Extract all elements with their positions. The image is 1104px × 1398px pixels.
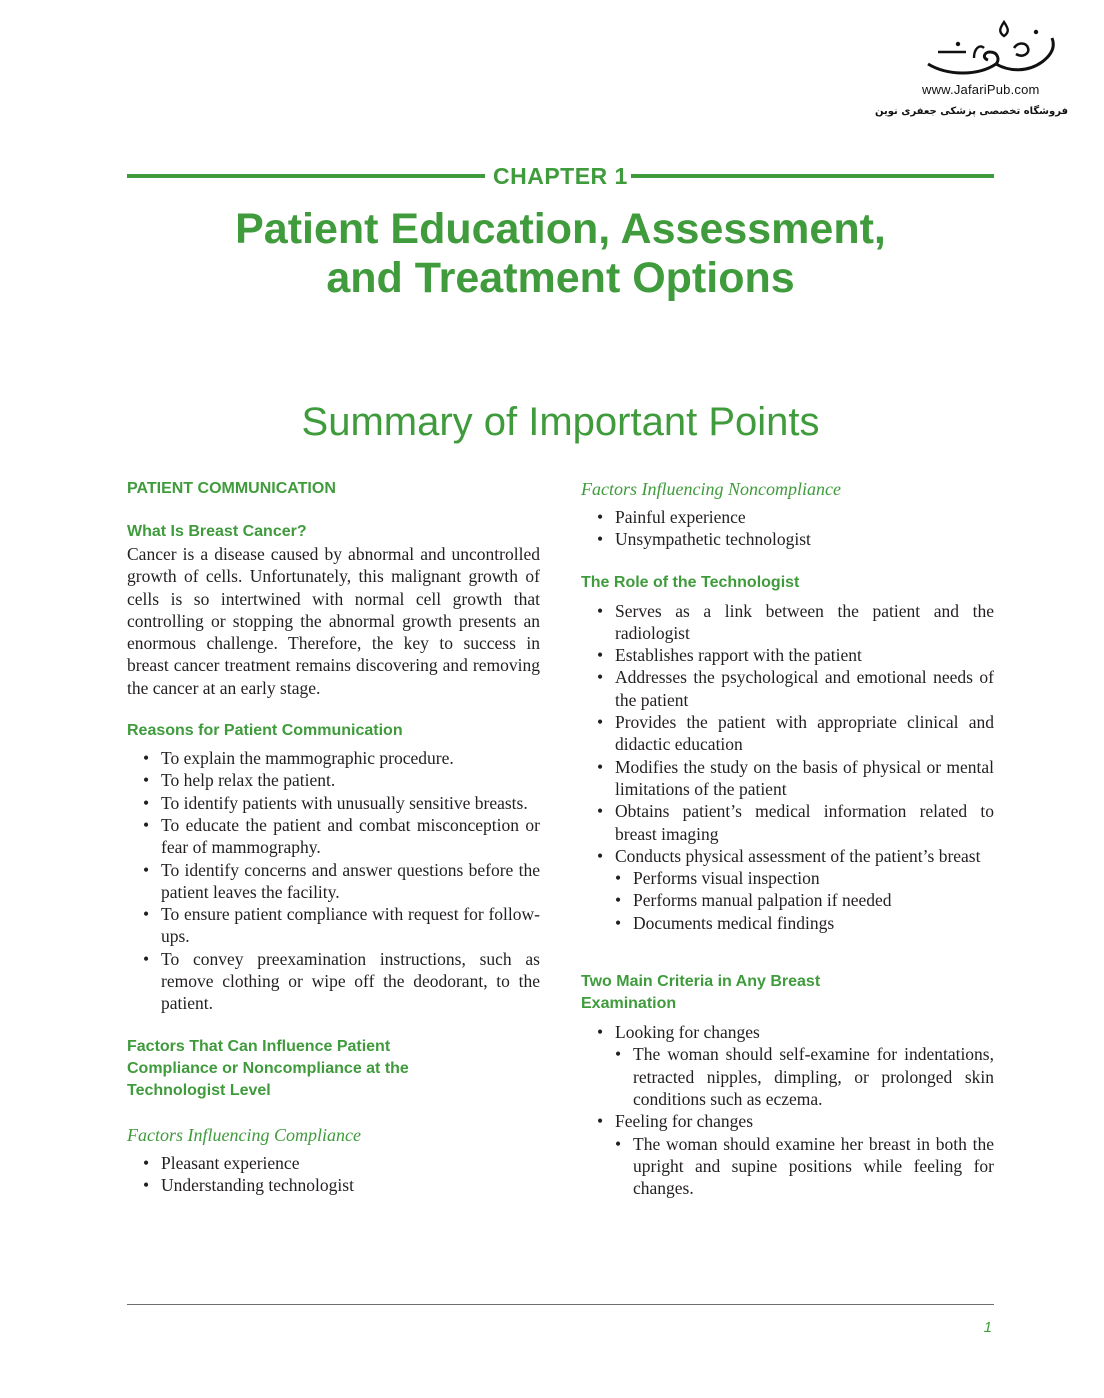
list-item: • Provides the patient with appropriate clinical and didactic education xyxy=(597,711,994,756)
left-column xyxy=(127,478,540,1196)
heading-factors-line-1: Factors That Can Influence Patient xyxy=(127,1037,391,1055)
list-item: • Painful experience xyxy=(597,506,994,528)
chapter-rule-right xyxy=(631,174,994,178)
list-item: • Addresses the psychological and emotional needs of the patient xyxy=(597,666,994,711)
criteria-list xyxy=(581,1021,994,1199)
heading-criteria-line-2: Examination xyxy=(581,995,677,1013)
list-item: • To help relax the patient. xyxy=(143,769,540,791)
compliance-list xyxy=(127,1152,540,1197)
looking-sublist xyxy=(615,1043,994,1110)
list-item: • Unsympathetic technologist xyxy=(597,528,994,550)
heading-what-is-breast-cancer: What Is Breast Cancer? xyxy=(127,523,307,540)
list-item: • Modifies the study on the basis of physical or mental limitations of the patient xyxy=(597,756,994,801)
list-item: • To ensure patient compliance with request for follow-ups. xyxy=(143,903,540,948)
chapter-rule-left xyxy=(127,174,485,178)
heading-criteria-line-1: Two Main Criteria in Any Breast xyxy=(581,973,821,991)
heading-reasons-for-communication: Reasons for Patient Communication xyxy=(127,722,403,740)
list-item: • Documents medical findings xyxy=(615,912,994,934)
list-item xyxy=(597,1110,994,1199)
summary-heading: Summary of Important Points xyxy=(301,400,820,444)
page-number: 1 xyxy=(983,1319,992,1336)
list-item xyxy=(597,845,994,934)
publisher-url: www.JafariPub.com xyxy=(922,82,1040,97)
heading-factors-influencing-compliance: Factors Influencing Compliance xyxy=(127,1124,361,1145)
list-item: • To identify patients with unusually sensitive breasts. xyxy=(143,792,540,814)
chapter-label: CHAPTER 1 xyxy=(493,163,628,189)
list-item: • Pleasant experience xyxy=(143,1152,540,1174)
heading-factors-compliance xyxy=(127,1036,540,1102)
list-item: • The woman should examine her breast in both the upright and supine positions while feeling for changes. xyxy=(615,1133,994,1200)
heading-two-main-criteria xyxy=(581,971,994,1015)
list-item: • Establishes rapport with the patient xyxy=(597,644,994,666)
assessment-sublist xyxy=(615,867,994,934)
role-list xyxy=(581,600,994,934)
heading-role-of-technologist: The Role of the Technologist xyxy=(581,573,800,591)
feeling-sublist xyxy=(615,1133,994,1200)
list-item: • To convey preexamination instructions, such as remove clothing or wipe off the deodorant, to the patient. xyxy=(143,948,540,1015)
heading-factors-line-2: Compliance or Noncompliance at the xyxy=(127,1059,409,1077)
reasons-list xyxy=(127,747,540,1015)
list-item: • Understanding technologist xyxy=(143,1174,540,1196)
paragraph-what-is-breast-cancer: Cancer is a disease caused by abnormal and uncontrolled growth of cells. Unfortunately, this malignant growth of cells is so intertwined with normal cell growth that controlling or stopping the abnormal growth presents an enormous challenge. Therefore, the key to success in breast cancer treatment remains discovering and removing the cancer at an early stage. xyxy=(127,544,540,698)
chapter-header xyxy=(127,163,994,191)
list-item: • Serves as a link between the patient and the radiologist xyxy=(597,600,994,645)
chapter-title xyxy=(127,205,994,303)
list-item: • Performs manual palpation if needed xyxy=(615,889,994,911)
list-item: • To explain the mammographic procedure. xyxy=(143,747,540,769)
list-item: • Performs visual inspection xyxy=(615,867,994,889)
heading-factors-influencing-noncompliance: Factors Influencing Noncompliance xyxy=(581,479,841,499)
list-item: • To identify concerns and answer questions before the patient leaves the facility. xyxy=(143,859,540,904)
publisher-logo xyxy=(875,18,1090,128)
list-item-text: Looking for changes xyxy=(615,1022,760,1043)
right-column xyxy=(581,478,994,1199)
list-item: • To educate the patient and combat misconception or fear of mammography. xyxy=(143,814,540,859)
calligraphy-logo-icon xyxy=(918,18,1068,80)
chapter-title-line-2: and Treatment Options xyxy=(326,254,795,302)
heading-factors-line-3: Technologist Level xyxy=(127,1081,271,1099)
publisher-store-name: فروشگاه تخصصی پزشکی جعفری نوین xyxy=(875,106,1068,117)
section-heading-patient-communication: PATIENT COMMUNICATION xyxy=(127,480,336,497)
list-item: • The woman should self-examine for indentations, retracted nipples, dimpling, or prolonged skin conditions such as eczema. xyxy=(615,1043,994,1110)
chapter-title-line-1: Patient Education, Assessment, xyxy=(235,205,886,253)
list-item-text: Conducts physical assessment of the patient’s breast xyxy=(615,845,981,866)
list-item: • Obtains patient’s medical information related to breast imaging xyxy=(597,800,994,845)
noncompliance-list xyxy=(581,506,994,551)
list-item xyxy=(597,1021,994,1110)
footer-rule xyxy=(127,1304,994,1305)
list-item-text: Feeling for changes xyxy=(615,1111,754,1132)
